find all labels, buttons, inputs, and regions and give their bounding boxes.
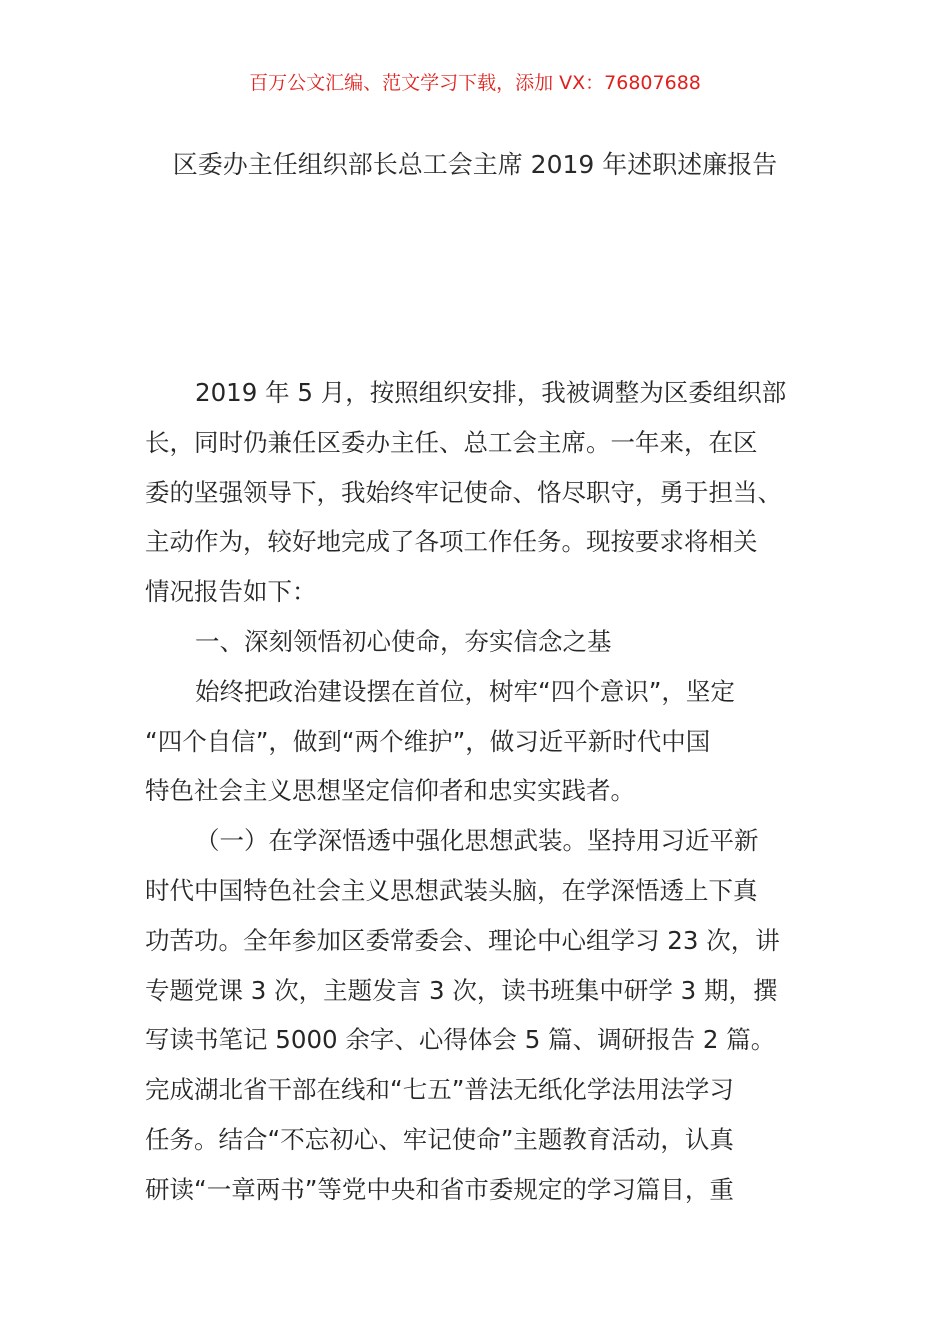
text-line: 写读书笔记 5000 余字、心得体会 5 篇、调研报告 2 篇。 <box>145 1025 776 1055</box>
document-body <box>145 374 815 1221</box>
text-line: 长，同时仍兼任区委办主任、总工会主席。一年来，在区 <box>145 427 758 457</box>
text-line: 情况报告如下： <box>145 577 317 607</box>
text-line: 时代中国特色社会主义思想武装头脑，在学深悟透上下真 <box>145 875 758 905</box>
text-line: 委的坚强领导下，我始终牢记使命、恪尽职守，勇于担当、 <box>145 477 782 507</box>
text-line: 2019 年 5 月，按照组织安排，我被调整为区委组织部 <box>195 378 787 407</box>
text-line: （一）在学深悟透中强化思想武装。坚持用习近平新 <box>195 826 759 856</box>
text-line: 特色社会主义思想坚定信仰者和忠实实践者。 <box>145 776 635 806</box>
document-title: 区委办主任组织部长总工会主席 2019 年述职述廉报告 <box>172 150 778 179</box>
section-heading <box>145 623 815 673</box>
watermark-banner: 百万公文汇编、范文学习下载，添加 VX：76807688 <box>249 72 701 94</box>
paragraph <box>145 374 815 623</box>
paragraph <box>145 822 815 1220</box>
text-line: 完成湖北省干部在线和“七五”普法无纸化学法用法学习 <box>145 1075 734 1105</box>
paragraph <box>145 673 815 822</box>
text-line: 始终把政治建设摆在首位，树牢“四个意识”，坚定 <box>195 676 735 706</box>
text-line: 任务。结合“不忘初心、牢记使命”主题教育活动，认真 <box>145 1124 734 1154</box>
text-line: “四个自信”，做到“两个维护”，做习近平新时代中国 <box>145 726 711 756</box>
text-line: 研读“一章两书”等党中央和省市委规定的学习篇目，重 <box>145 1174 734 1204</box>
text-line: 专题党课 3 次，主题发言 3 次，读书班集中研学 3 期，撰 <box>145 975 778 1005</box>
text-line: 一、深刻领悟初心使命，夯实信念之基 <box>195 626 612 656</box>
text-line: 功苦功。全年参加区委常委会、理论中心组学习 23 次，讲 <box>145 925 780 955</box>
text-line: 主动作为，较好地完成了各项工作任务。现按要求将相关 <box>145 527 758 557</box>
